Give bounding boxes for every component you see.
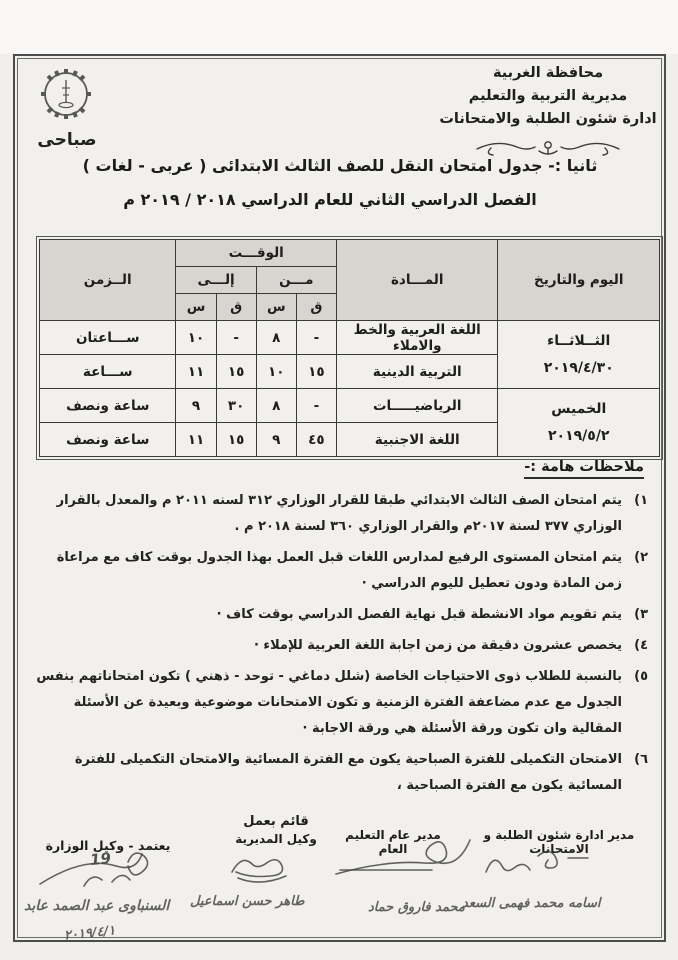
col-header-day-date: اليوم والتاريخ — [498, 240, 660, 321]
subject-cell: اللغة الاجنبية — [336, 423, 498, 457]
exam-schedule-table — [36, 236, 663, 460]
note-text: الامتحان التكميلى للفترة الصباحية يكون مع الفترة المسائية والامتحان التكميلى للفترة المسائية يكون مع الفترة الصباحية ، — [74, 752, 622, 793]
note-number: ٣) — [634, 607, 648, 622]
schedule-title-line1: ثانيا :- جدول امتحان النقل للصف الثالث الابتدائى ( عربى - لغات ) — [82, 156, 598, 175]
from-hour-cell: ٩ — [256, 423, 296, 457]
scan-top-margin — [0, 0, 678, 54]
col-header-time: الوقـــت — [176, 240, 337, 267]
handwritten-date: ٢٠١٩/٤/١ — [63, 923, 117, 944]
col-header-from: مـــن — [256, 267, 336, 294]
col-header-from-hour: س — [256, 294, 296, 321]
col-header-to-hour: س — [176, 294, 216, 321]
note-number: ١) — [634, 493, 648, 508]
day-name: الخميس — [551, 400, 607, 417]
day-date-cell — [498, 389, 660, 457]
to-minute-cell: ١٥ — [216, 423, 256, 457]
sig-name-dept-director: اسامه محمد فهمى السعد — [462, 896, 601, 911]
sig-title-general-director: مدير عام التعليم العام — [345, 828, 441, 856]
day-date: ٢٠١٩/٥/٢ — [547, 428, 610, 445]
org-line-governorate: محافظة الغربية — [492, 65, 604, 81]
col-header-subject: المـــادة — [336, 240, 498, 321]
governorate-seal-icon — [34, 64, 98, 128]
col-header-from-minute: ق — [296, 294, 336, 321]
sig-name-ministry-undersecretary: السنباوى عبد الصمد عابد — [24, 898, 170, 914]
note-item — [28, 488, 648, 540]
col-header-to-minute: ق — [216, 294, 256, 321]
signature-scribble-dept-director — [478, 846, 598, 886]
signature-scribble-ministry-undersecretary — [36, 840, 206, 896]
from-minute-cell: ٤٥ — [296, 423, 336, 457]
col-header-duration: الــزمن — [40, 240, 176, 321]
note-item — [28, 633, 648, 659]
sig-title-approve-undersecretary: يعتمد - وكيل الوزارة — [45, 838, 171, 853]
note-text: يتم امتحان الصف الثالث الابتدائي طبقا للقرار الوزاري ٣١٢ لسنه ٢٠١١ م والمعدل بالقرار الوزاري ٣٧٧ لسنة ٢٠١٧م والقرار الوزاري ٣٦٠ لسنة ٢٠١٨ م . — [56, 493, 622, 534]
from-hour-cell: ٨ — [256, 321, 296, 355]
notes-heading: ملاحظات هامة :- — [524, 459, 644, 479]
note-number: ٦) — [634, 752, 648, 767]
to-minute-cell: - — [216, 321, 256, 355]
org-line-directorate: مديرية التربية والتعليم — [468, 88, 628, 104]
note-item — [28, 747, 648, 799]
notes-list — [28, 488, 648, 804]
day-date-cell — [498, 321, 660, 389]
note-item — [28, 664, 648, 742]
note-text: يخصص عشرون دقيقة من زمن اجابة اللغة العربية للإملاء · — [253, 638, 622, 653]
sig-name-deputy-directorate: طاهر حسن اسماعيل — [190, 894, 305, 909]
subject-cell: اللغة العربية والخط والاملاء — [336, 321, 498, 355]
note-number: ٥) — [634, 669, 648, 684]
from-minute-cell: - — [296, 389, 336, 423]
handwritten-mark: 19 — [89, 848, 112, 870]
to-hour-cell: ١٠ — [176, 321, 216, 355]
sig-name-general-director: محمد فاروق حماد — [368, 900, 465, 915]
to-minute-cell: ٣٠ — [216, 389, 256, 423]
day-name: الثــلاثــاء — [547, 332, 611, 349]
note-item — [28, 545, 648, 597]
duration-cell: ساعة ونصف — [40, 423, 176, 457]
sig-title-deputy-directorate: وكيل المديرية — [235, 832, 317, 846]
signature-scribble-general-director — [334, 838, 479, 882]
to-hour-cell: ١١ — [176, 355, 216, 389]
signature-scribble-deputy-directorate — [222, 846, 317, 888]
from-minute-cell: - — [296, 321, 336, 355]
col-header-to: إلـــى — [176, 267, 256, 294]
to-hour-cell: ٩ — [176, 389, 216, 423]
sig-title-acting-label: قائم بعمل — [243, 814, 309, 829]
note-text: يتم تقويم مواد الانشطة قبل نهاية الفصل الدراسي بوقت كاف · — [216, 607, 622, 622]
note-item — [28, 602, 648, 628]
subject-cell: التربية الدينية — [336, 355, 498, 389]
sig-title-dept-director: مدير ادارة شئون الطلبة و الامتحانات — [483, 828, 635, 856]
subject-cell: الرياضيـــــات — [336, 389, 498, 423]
from-hour-cell: ٨ — [256, 389, 296, 423]
note-text: بالنسبة للطلاب ذوى الاحتياجات الخاصة (شلل دماغي - توحد - ذهني ) تكون امتحاناتهم بنفس الجدول مع عدم مضاعفة الفترة الزمنية و تكون الامتحانات موضوعية وبعيدة عن الأسئلة المقالية وان تكون ورقة الأسئلة هي ورقة الاجابة · — [36, 669, 622, 736]
to-minute-cell: ١٥ — [216, 355, 256, 389]
to-hour-cell: ١١ — [176, 423, 216, 457]
note-text: يتم امتحان المستوى الرفيع لمدارس اللغات قبل العمل بهذا الجدول بوقت كاف مع مراعاة زمن المادة ودون تعطيل لليوم الدراسي · — [56, 550, 622, 591]
shift-badge: صباحى — [37, 130, 97, 150]
schedule-title-line2: الفصل الدراسي الثاني للعام الدراسي ⁦٢٠١٨ / ٢٠١٩⁩ م — [123, 190, 537, 209]
duration-cell: ساعة ونصف — [40, 389, 176, 423]
day-date: ٢٠١٩/٤/٣٠ — [543, 360, 614, 377]
org-header — [398, 62, 678, 159]
from-hour-cell: ١٠ — [256, 355, 296, 389]
duration-cell: ســـاعة — [40, 355, 176, 389]
org-line-department: ادارة شئون الطلبة والامتحانات — [439, 111, 657, 127]
from-minute-cell: ١٥ — [296, 355, 336, 389]
note-number: ٢) — [634, 550, 648, 565]
duration-cell: ســـاعتان — [40, 321, 176, 355]
note-number: ٤) — [634, 638, 648, 653]
